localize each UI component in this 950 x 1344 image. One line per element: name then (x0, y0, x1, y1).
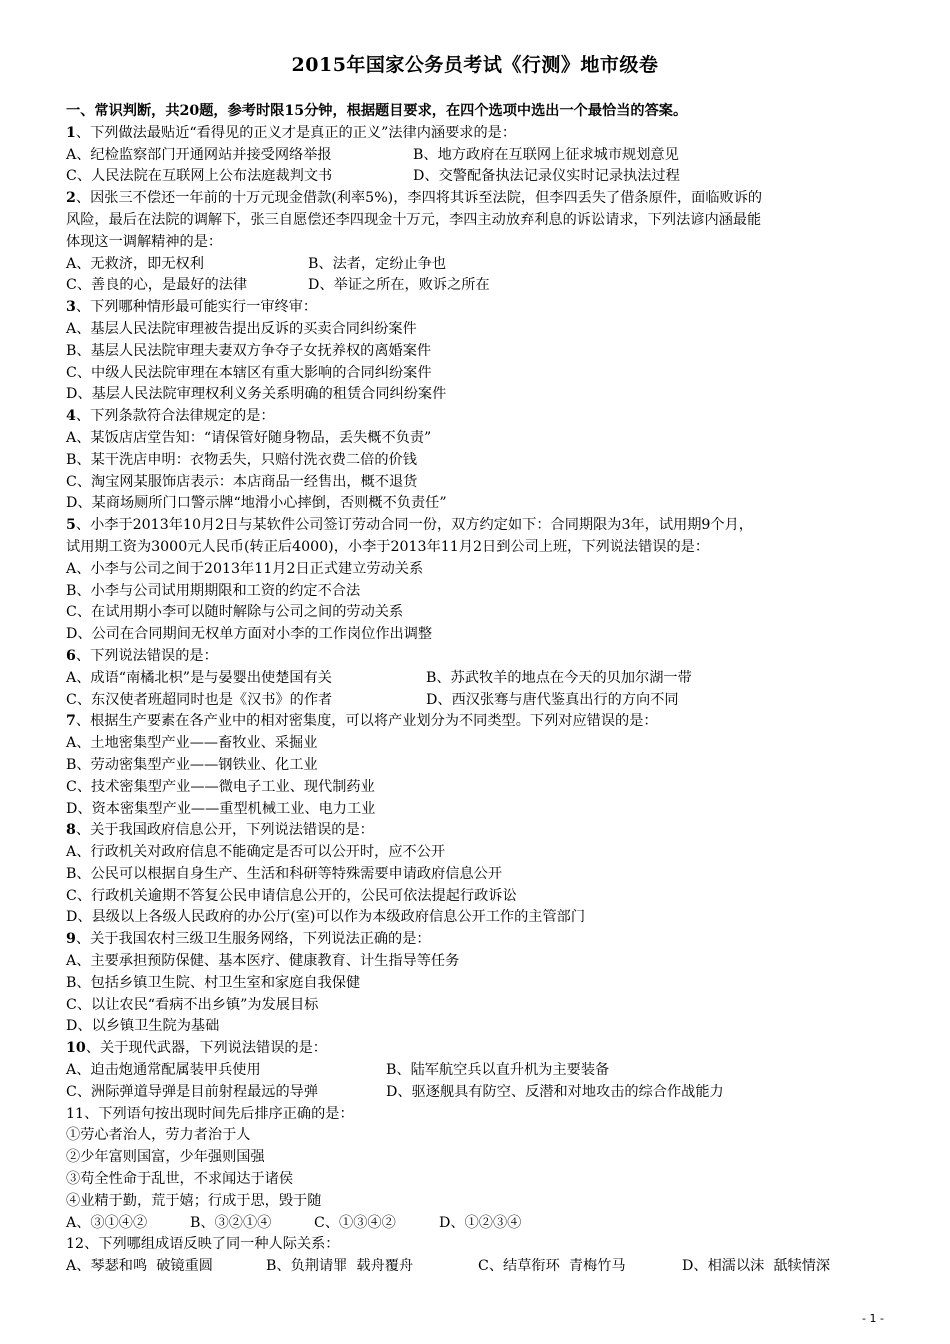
option-a: A、某饭店店堂告知：“请保管好随身物品，丢失概不负责” (66, 429, 432, 446)
question-11-stem: 11、下列语句按出现时间先后排序正确的是： (66, 1105, 354, 1122)
question-2-stem-line3: 体现这一调解精神的是： (66, 233, 223, 250)
section-heading: 一、常识判断，共20题，参考时限15分钟，根据题目要求，在四个选项中选出一个最恰当的答案。 (66, 103, 688, 119)
option-b: B、地方政府在互联网上征求城市规划意见 (413, 146, 679, 163)
question-8-stem: 8、关于我国政府信息公开，下列说法错误的是： (66, 822, 374, 839)
question-7-stem: 7、根据生产要素在各产业中的相对密集度，可以将产业划分为不同类型。下列对应错误的是： (66, 713, 658, 730)
option-d: D、资本密集型产业——重型机械工业、电力工业 (66, 800, 376, 817)
option-d: D、举证之所在，败诉之所在 (308, 277, 490, 294)
option-c: C、善良的心，是最好的法律 (66, 277, 248, 294)
option-d: D、某商场厕所门口警示牌“地滑小心摔倒，否则概不负责任” (66, 495, 447, 512)
question-3-stem: 3、下列哪种情形最可能实行一审终审： (66, 299, 318, 316)
option-c: C、以让农民“看病不出乡镇”为发展目标 (66, 996, 319, 1013)
question-2-options-ab (66, 254, 926, 276)
question-2-stem: 2、因张三不偿还一年前的十万元现金借款(利率5%)，李四将其诉至法院，但李四丢失了借条原件，面临败诉的 (66, 190, 763, 207)
question-10-stem: 10、关于现代武器，下列说法错误的是： (66, 1040, 327, 1057)
option-c: C、东汉使者班超同时也是《汉书》的作者 (66, 691, 333, 708)
option-a: A、纪检监察部门开通网站并接受网络举报 (66, 146, 332, 163)
question-12-options (66, 1256, 926, 1278)
option-d: D、以乡镇卫生院为基础 (66, 1018, 220, 1035)
question-1-options-cd (66, 166, 926, 188)
option-c: C、①③④② (314, 1214, 396, 1231)
question-9-stem: 9、关于我国农村三级卫生服务网络，下列说法正确的是： (66, 931, 431, 948)
question-2-options-cd (66, 275, 926, 297)
question-5-stem-line2: 试用期工资为3000元人民币(转正后4000)，小李于2013年11月2日到公司上班，下列说法错误的是： (66, 538, 710, 555)
option-b: B、公民可以根据自身生产、生活和科研等特殊需要申请政府信息公开 (66, 865, 503, 882)
question-10-options-cd (66, 1082, 926, 1104)
option-d: D、基层人民法院审理权利义务关系明确的租赁合同纠纷案件 (66, 386, 447, 403)
page-number: - 1 - (862, 1312, 884, 1325)
option-a: A、行政机关对政府信息不能确定是否可以公开时，应不公开 (66, 844, 446, 861)
option-b: B、③②①④ (190, 1214, 272, 1231)
option-d: D、县级以上各级人民政府的办公厅(室)可以作为本级政府信息公开工作的主管部门 (66, 909, 586, 926)
option-a: A、无救济，即无权利 (66, 255, 204, 272)
question-1-stem: 1、下列做法最贴近“看得见的正义才是真正的正义”法律内涵要求的是： (66, 124, 517, 141)
option-a: A、迫击炮通常配属装甲兵使用 (66, 1062, 261, 1079)
option-d: D、公司在合同期间无权单方面对小李的工作岗位作出调整 (66, 626, 433, 643)
option-b: B、某干洗店申明：衣物丢失，只赔付洗衣费二倍的价钱 (66, 451, 417, 468)
question-11-options (66, 1213, 926, 1235)
question-5-stem: 5、小李于2013年10月2日与某软件公司签订劳动合同一份，双方约定如下：合同期限为3年，试用期9个月， (66, 517, 753, 534)
option-d: D、西汉张骞与唐代鉴真出行的方向不同 (426, 691, 679, 708)
option-c: C、技术密集型产业——微电子工业、现代制药业 (66, 778, 375, 795)
page-title: 2015年国家公务员考试《行测》地市级卷 (291, 54, 659, 76)
option-b: B、陆军航空兵以直升机为主要装备 (386, 1062, 610, 1079)
option-a: A、基层人民法院审理被告提出反诉的买卖合同纠纷案件 (66, 320, 417, 337)
question-6-options-cd (66, 690, 926, 712)
question-6-options-ab (66, 668, 926, 690)
option-b: B、劳动密集型产业——钢铁业、化工业 (66, 756, 318, 773)
statement-2: ②少年富则国富，少年强则国强 (66, 1149, 265, 1166)
question-4-stem: 4、下列条款符合法律规定的是： (66, 408, 275, 425)
option-c: C、中级人民法院审理在本辖区有重大影响的合同纠纷案件 (66, 364, 432, 381)
option-a: A、小李与公司之间于2013年11月2日正式建立劳动关系 (66, 560, 424, 577)
question-10-options-ab (66, 1060, 926, 1082)
option-d: D、驱逐舰具有防空、反潜和对地攻击的综合作战能力 (386, 1083, 724, 1100)
exam-body (66, 101, 926, 1278)
option-c: C、在试用期小李可以随时解除与公司之间的劳动关系 (66, 604, 404, 621)
option-a: A、成语“南橘北枳”是与晏婴出使楚国有关 (66, 669, 332, 686)
option-c: C、人民法院在互联网上公布法庭裁判文书 (66, 168, 333, 185)
option-d: D、相濡以沫 舐犊情深 (682, 1258, 831, 1275)
option-c: C、淘宝网某服饰店表示：本店商品一经售出，概不退货 (66, 473, 418, 490)
option-b: B、包括乡镇卫生院、村卫生室和家庭自我保健 (66, 974, 361, 991)
option-d: D、①②③④ (439, 1214, 522, 1231)
question-2-stem-line2: 风险，最后在法院的调解下，张三自愿偿还李四现金十万元，李四主动放弃利息的诉讼请求，下列法谚内涵最能 (66, 211, 762, 228)
option-b: B、基层人民法院审理夫妻双方争夺子女抚养权的离婚案件 (66, 342, 432, 359)
option-a: A、主要承担预防保健、基本医疗、健康教育、计生指导等任务 (66, 953, 460, 970)
statement-1: ①劳心者治人，劳力者治于人 (66, 1127, 251, 1144)
option-c: C、结草衔环 青梅竹马 (478, 1258, 626, 1275)
option-c: C、行政机关逾期不答复公民申请信息公开的，公民可依法提起行政诉讼 (66, 887, 517, 904)
option-b: B、小李与公司试用期期限和工资的约定不合法 (66, 582, 361, 599)
question-12-stem: 12、下列哪组成语反映了同一种人际关系： (66, 1236, 340, 1253)
option-b: B、负荆请罪 载舟覆舟 (266, 1258, 414, 1275)
option-c: C、洲际弹道导弹是目前射程最远的导弹 (66, 1083, 319, 1100)
option-b: B、苏武牧羊的地点在今天的贝加尔湖一带 (426, 669, 692, 686)
option-a: A、琴瑟和鸣 破镜重圆 (66, 1258, 213, 1275)
option-a: A、土地密集型产业——畜牧业、采掘业 (66, 735, 318, 752)
question-6-stem: 6、下列说法错误的是： (66, 647, 218, 664)
statement-3: ③苟全性命于乱世，不求闻达于诸侯 (66, 1171, 294, 1188)
option-a: A、③①④② (66, 1214, 148, 1231)
statement-4: ④业精于勤，荒于嬉；行成于思，毁于随 (66, 1192, 322, 1209)
option-d: D、交警配备执法记录仪实时记录执法过程 (413, 168, 680, 185)
question-1-options-ab (66, 145, 926, 167)
option-b: B、法者，定纷止争也 (308, 255, 447, 272)
